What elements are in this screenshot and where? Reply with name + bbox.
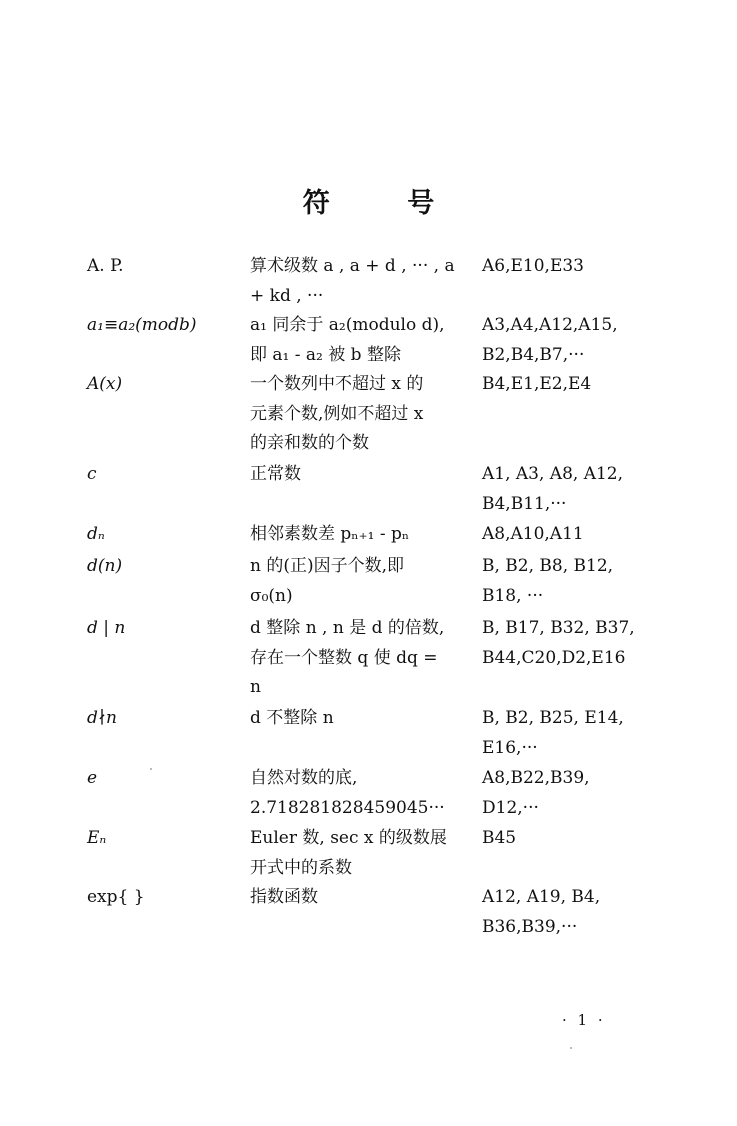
reference-line: A1, A3, A8, A12, [482, 464, 624, 484]
reference-line: B, B2, B8, B12, [482, 556, 614, 576]
scan-speck [150, 768, 152, 770]
symbol-text: exp{ } [87, 887, 145, 907]
description-line: 自然对数的底, [250, 768, 358, 788]
symbol-text: d(n) [87, 556, 123, 576]
description-cell [250, 252, 470, 311]
scan-speck [570, 1047, 572, 1049]
description-line: + kd , ··· [250, 285, 324, 306]
reference-line: D12,··· [482, 797, 539, 818]
symbol-text: a₁≡a₂(modb) [87, 315, 197, 335]
symbol-text: dₙ [87, 524, 105, 544]
reference-cell [482, 252, 650, 282]
reference-line: B36,B39,··· [482, 916, 578, 937]
description-cell [250, 704, 470, 734]
symbol-cell [87, 252, 247, 282]
description-line: a₁ 同余于 a₂(modulo d), [250, 315, 445, 335]
description-cell [250, 311, 470, 370]
description-cell [250, 764, 470, 823]
reference-cell [482, 311, 650, 370]
description-line: 元素个数,例如不超过 x [250, 403, 424, 424]
symbol-cell [87, 460, 247, 490]
description-cell [250, 370, 470, 459]
reference-cell [482, 764, 650, 823]
reference-line: A8,B22,B39, [482, 768, 590, 788]
reference-line: B44,C20,D2,E16 [482, 647, 626, 668]
reference-cell [482, 704, 650, 763]
symbol-cell [87, 883, 247, 913]
reference-line: B, B2, B25, E14, [482, 708, 624, 728]
reference-line: B18, ··· [482, 585, 544, 606]
description-line: σ₀(n) [250, 585, 293, 606]
reference-cell [482, 614, 650, 673]
reference-line: A8,A10,A11 [482, 524, 584, 544]
reference-line: A12, A19, B4, [482, 887, 601, 907]
description-line: 一个数列中不超过 x 的 [250, 374, 424, 394]
description-line: d 不整除 n [250, 708, 334, 728]
symbol-cell [87, 552, 247, 582]
description-line: 正常数 [250, 464, 301, 484]
symbol-text: Eₙ [87, 828, 107, 848]
reference-line: A3,A4,A12,A15, [482, 315, 618, 335]
reference-line: E16,··· [482, 737, 538, 758]
description-cell [250, 824, 470, 883]
description-line: 即 a₁ - a₂ 被 b 整除 [250, 344, 401, 365]
symbol-text: A(x) [87, 374, 123, 394]
symbol-text: d | n [87, 618, 126, 638]
symbol-text: A. P. [87, 256, 124, 276]
symbol-cell [87, 520, 247, 550]
reference-line: B4,E1,E2,E4 [482, 374, 592, 394]
description-line: 算术级数 a , a + d , ··· , a [250, 256, 455, 276]
reference-cell [482, 370, 650, 400]
description-line: n 的(正)因子个数,即 [250, 556, 405, 576]
page-title: 符 号 [302, 188, 469, 219]
description-line: 开式中的系数 [250, 857, 352, 878]
page-number: · 1 · [562, 1011, 606, 1029]
symbol-text: e [87, 768, 98, 788]
reference-line: B4,B11,··· [482, 493, 567, 514]
description-line: 相邻素数差 pₙ₊₁ - pₙ [250, 524, 410, 544]
reference-line: A6,E10,E33 [482, 256, 584, 276]
description-line: d 整除 n , n 是 d 的倍数, [250, 618, 445, 638]
description-line: n [250, 677, 261, 697]
description-line: 指数函数 [250, 887, 318, 907]
description-line: 存在一个整数 q 使 dq = [250, 647, 438, 668]
description-cell [250, 883, 470, 913]
reference-cell [482, 552, 650, 611]
symbol-cell [87, 370, 247, 400]
symbol-cell [87, 704, 247, 734]
reference-cell [482, 460, 650, 519]
symbol-cell [87, 311, 247, 341]
reference-cell [482, 883, 650, 942]
description-line: 2.718281828459045··· [250, 797, 445, 818]
description-cell [250, 552, 470, 611]
reference-line: B2,B4,B7,··· [482, 344, 585, 365]
description-cell [250, 520, 470, 550]
symbol-text: c [87, 464, 97, 484]
description-line: 的亲和数的个数 [250, 433, 369, 453]
symbol-cell [87, 764, 247, 794]
reference-line: B45 [482, 828, 517, 848]
description-cell [250, 614, 470, 703]
description-cell [250, 460, 470, 490]
symbol-cell [87, 824, 247, 854]
reference-cell [482, 824, 650, 854]
reference-line: B, B17, B32, B37, [482, 618, 635, 638]
description-line: Euler 数, sec x 的级数展 [250, 828, 447, 848]
symbol-text: d∤n [87, 708, 117, 728]
symbol-cell [87, 614, 247, 644]
reference-cell [482, 520, 650, 550]
